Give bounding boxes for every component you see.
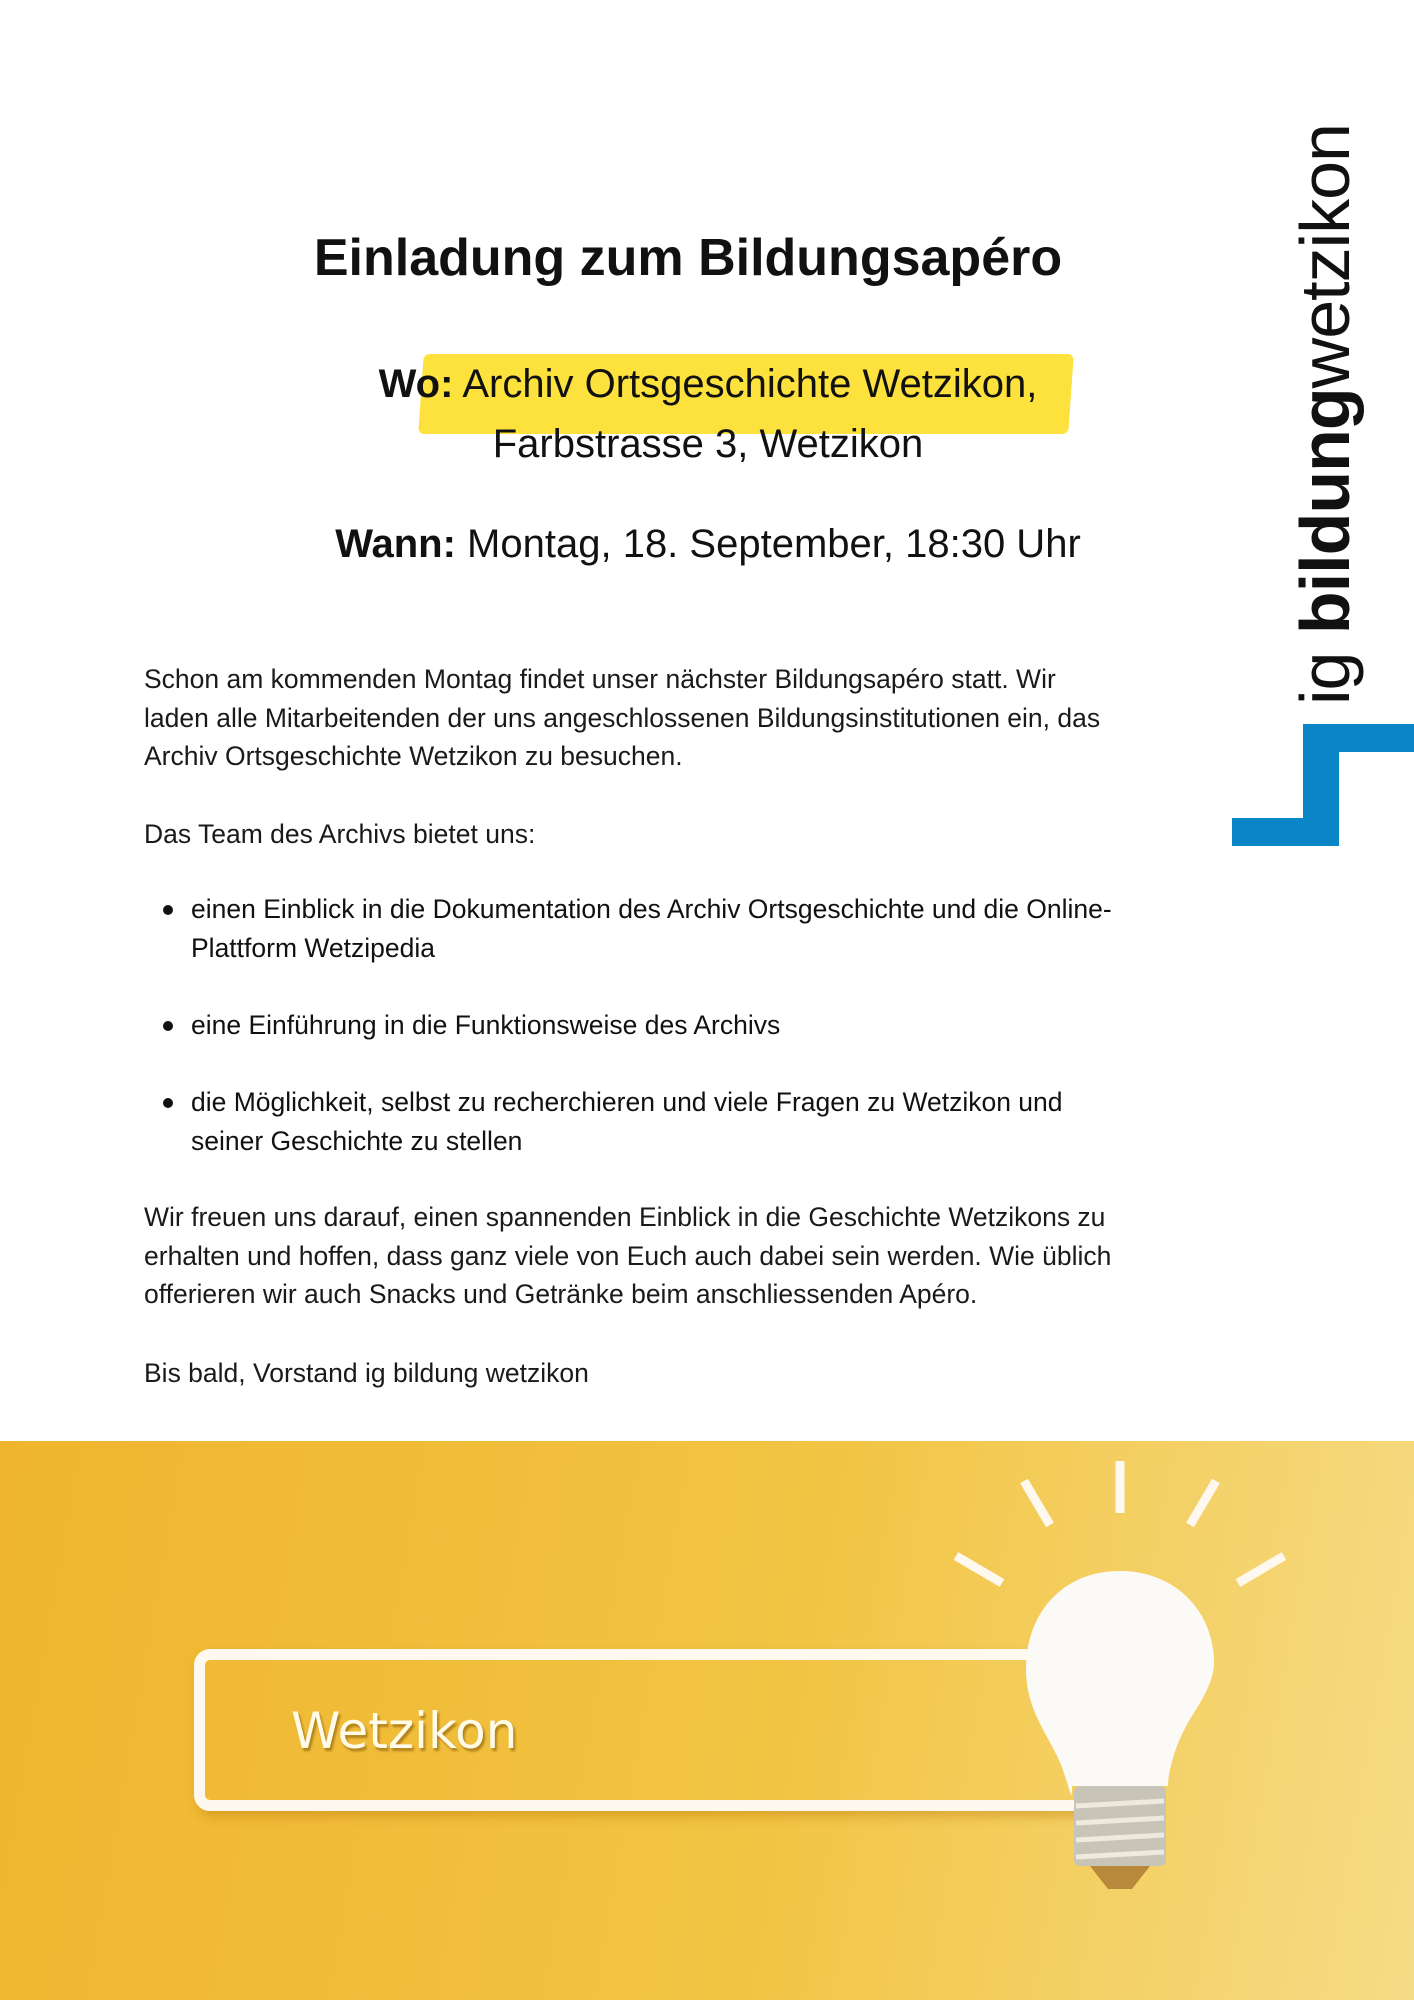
closing-line: erhalten und hoffen, dass ganz viele von Euch auch dabei sein werden. Wie üblich bbox=[144, 1240, 1112, 1271]
list-item-line: seiner Geschichte zu stellen bbox=[191, 1125, 523, 1156]
page-title: Einladung zum Bildungsapéro bbox=[313, 229, 1063, 287]
closing-line: Wir freuen uns darauf, einen spannenden Einblick in die Geschichte Wetzikons zu bbox=[144, 1202, 1106, 1232]
light-rays bbox=[956, 1461, 1284, 1583]
bullet-dot bbox=[163, 1021, 173, 1031]
list-item-line: Plattform Wetzipedia bbox=[191, 932, 435, 963]
location-line bbox=[0, 362, 1414, 407]
where-label: Wo: bbox=[378, 362, 454, 406]
time-line bbox=[0, 522, 1414, 567]
when-value: Montag, 18. September, 18:30 Uhr bbox=[467, 522, 1081, 566]
logo-text bbox=[1286, 124, 1364, 705]
intro-line: laden alle Mitarbeitenden der uns angeschlossenen Bildungsinstitutionen ein, das bbox=[144, 702, 1101, 733]
closing-line: offerieren wir auch Snacks und Getränke beim anschliessenden Apéro. bbox=[144, 1279, 978, 1309]
logo-ig: ig bbox=[1286, 634, 1364, 705]
intro-line: Schon am kommenden Montag findet unser nächster Bildungsapéro statt. Wir bbox=[144, 664, 1056, 694]
list-item-line: eine Einführung in die Funktionsweise des Archivs bbox=[191, 1010, 781, 1040]
bullet-dot bbox=[163, 1098, 173, 1108]
bullet-dot bbox=[163, 905, 173, 915]
intro-line: Archiv Ortsgeschichte Wetzikon zu besuchen. bbox=[144, 741, 683, 771]
lightbulb-icon bbox=[940, 1441, 1414, 2000]
closing-paragraph bbox=[144, 1198, 1111, 1314]
intro-paragraph bbox=[144, 660, 1100, 776]
list-item-line: die Möglichkeit, selbst zu recherchieren und viele Fragen zu Wetzikon und bbox=[191, 1087, 1063, 1117]
logo-bildung: bildung bbox=[1286, 388, 1364, 635]
where-line1: Archiv Ortsgeschichte Wetzikon, bbox=[462, 362, 1038, 406]
logo-bracket-bottom bbox=[1232, 818, 1339, 846]
ig-bildung-wetzikon-logo bbox=[1286, 25, 1364, 705]
signoff: Bis bald, Vorstand ig bildung wetzikon bbox=[144, 1358, 589, 1388]
offer-intro: Das Team des Archivs bietet uns: bbox=[144, 819, 536, 849]
address-line: Farbstrasse 3, Wetzikon bbox=[492, 422, 924, 466]
list-item-line: einen Einblick in die Dokumentation des Archiv Ortsgeschichte und die Online- bbox=[191, 894, 1112, 924]
when-label: Wann: bbox=[335, 522, 456, 566]
banner-text: Wetzikon bbox=[291, 1702, 518, 1760]
logo-wetzikon: wetzikon bbox=[1286, 124, 1364, 389]
